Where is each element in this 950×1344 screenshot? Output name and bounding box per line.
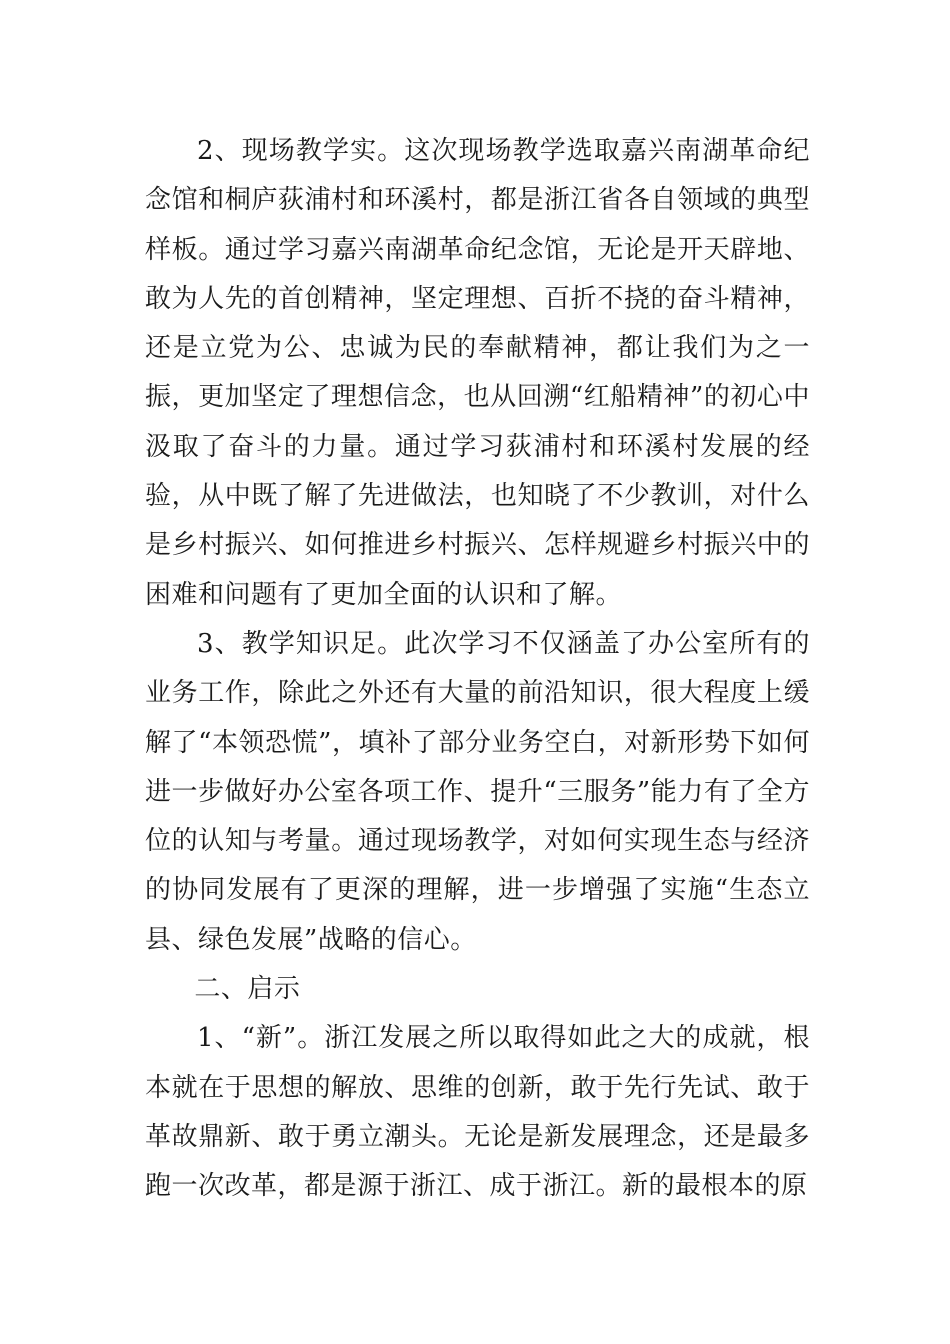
paragraph-field-teaching: 2、现场教学实。这次现场教学选取嘉兴南湖革命纪念馆和桐庐荻浦村和环溪村，都是浙江省各自领域的典型样板。通过学习嘉兴南湖革命纪念馆，无论是开天辟地、敢为人先的首创精神，坚定理想、百折不挠的奋斗精神，还是立党为公、忠诚为民的奉献精神，都让我们为之一振，更加坚定了理想信念，也从回溯“红船精神”的初心中汲取了奋斗的力量。通过学习荻浦村和环溪村发展的经验，从中既了解了先进做法，也知晓了不少教训，对什么是乡村振兴、如何推进乡村振兴、怎样规避乡村振兴中的困难和问题有了更加全面的认识和了解。 — [145, 136, 810, 610]
document-body — [145, 127, 810, 1212]
paragraph-new: 1、“新”。浙江发展之所以取得如此之大的成就，根本就在于思想的解放、思维的创新，敢于先行先试、敢于革故鼎新、敢于勇立潮头。无论是新发展理念，还是最多跑一次改革，都是源于浙江、成于浙江。新的最根本的原 — [145, 1023, 810, 1202]
paragraph-teaching-knowledge: 3、教学知识足。此次学习不仅涵盖了办公室所有的业务工作，除此之外还有大量的前沿知识，很大程度上缓解了“本领恐慌”，填补了部分业务空白，对新形势下如何进一步做好办公室各项工作、提升“三服务”能力有了全方位的认知与考量。通过现场教学，对如何实现生态与经济的协同发展有了更深的理解，进一步增强了实施“生态立县、绿色发展”战略的信心。 — [145, 628, 810, 955]
section-heading-inspiration: 二、启示 — [194, 974, 301, 1005]
